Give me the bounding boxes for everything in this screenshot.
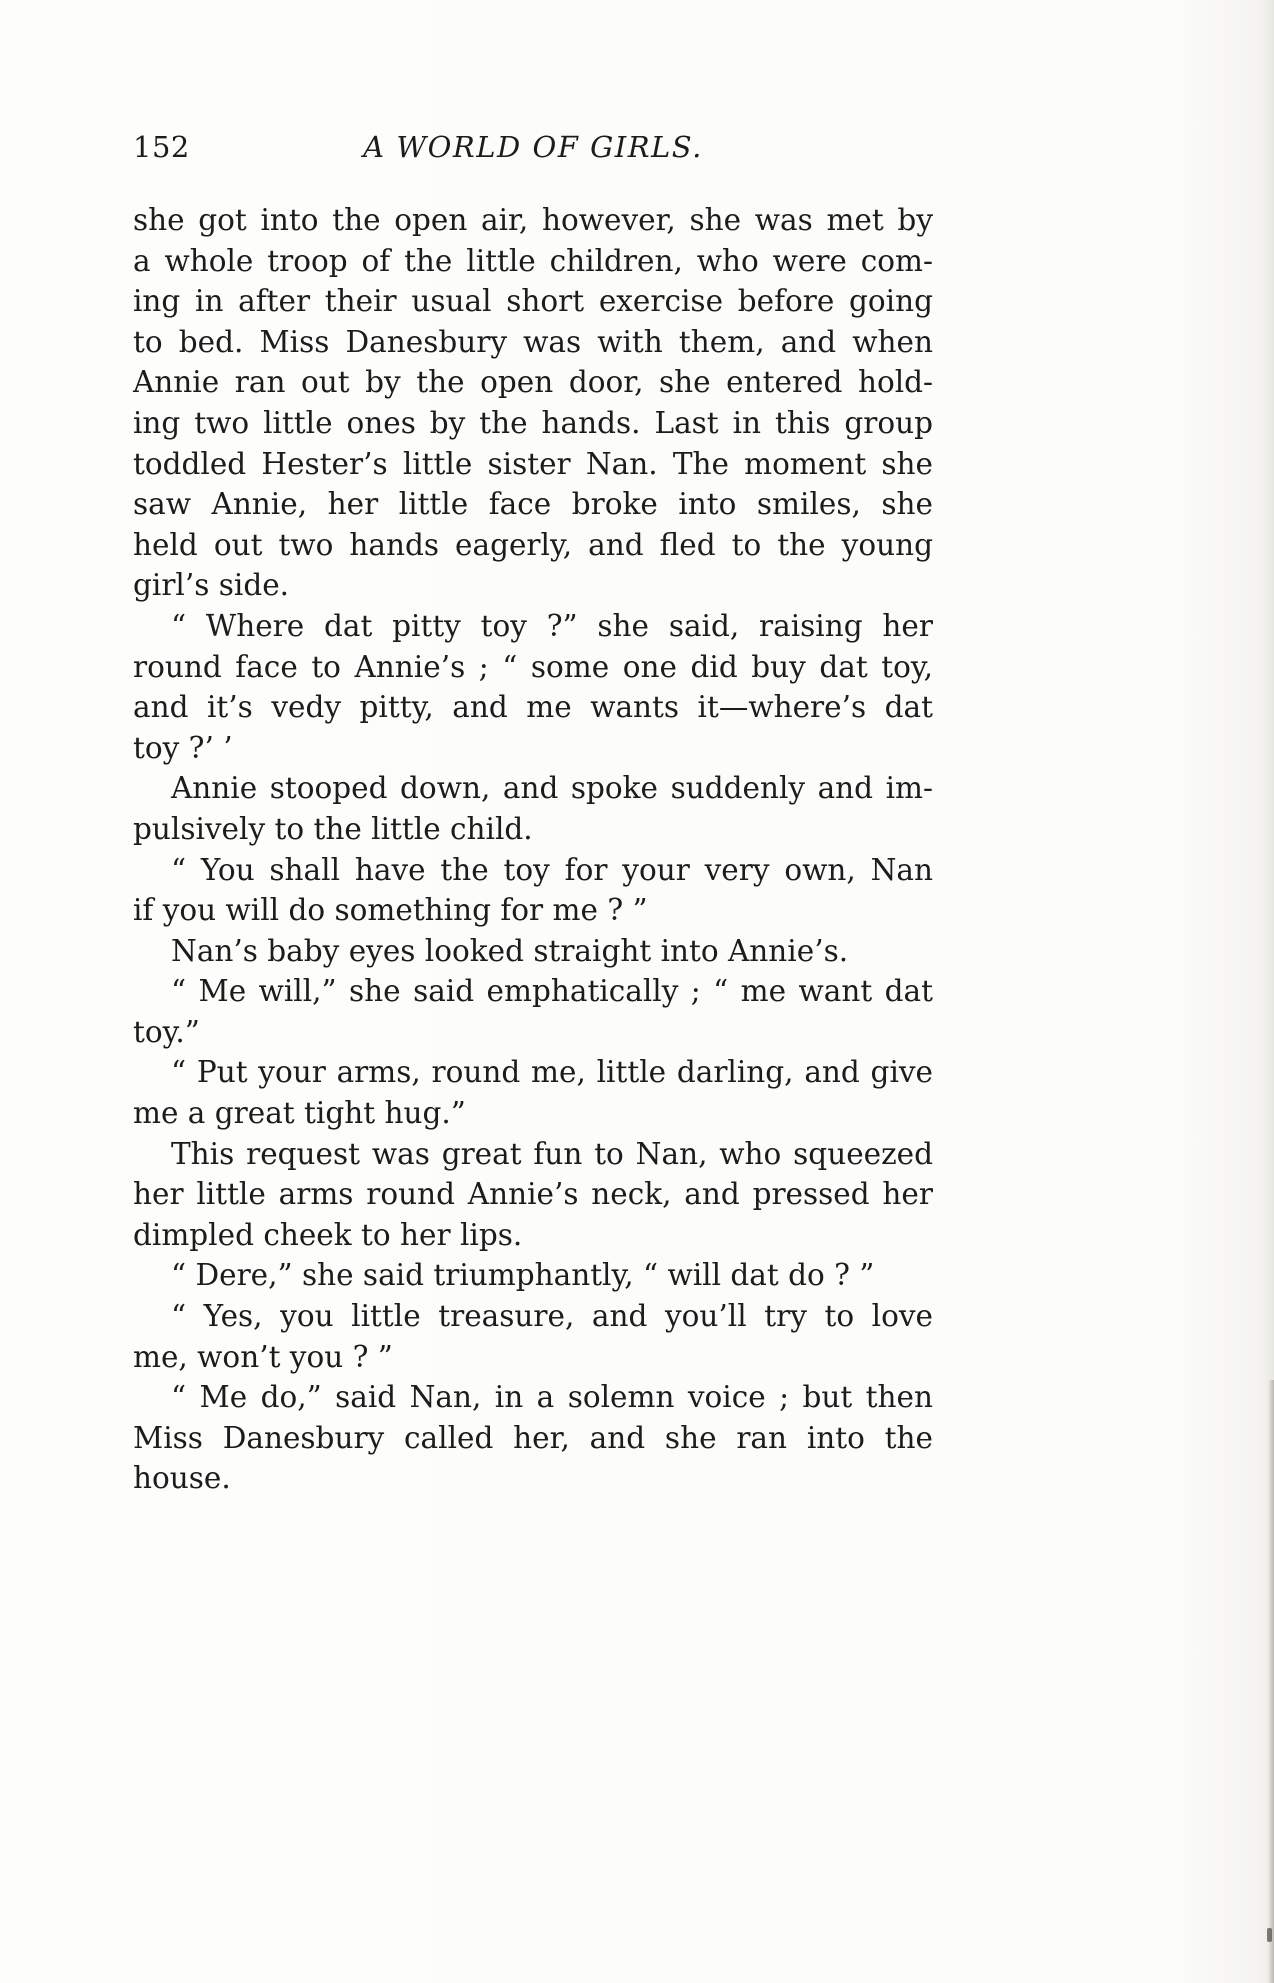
text-line: Nan’s baby eyes looked straight into Annie’s. (171, 933, 849, 968)
paragraph (133, 971, 933, 1052)
text-line: “ You shall have the toy for your very own, Nan (171, 852, 933, 887)
text-line: “ Me will,” she said emphatically ; “ me want dat (171, 974, 933, 1009)
paragraph (133, 1134, 933, 1256)
text-line: “ Yes, you little treasure, and you’ll try to love (171, 1299, 933, 1334)
text-line: a whole troop of the little children, who were com- (133, 243, 933, 278)
paragraph (133, 1296, 933, 1377)
paragraph (133, 1052, 933, 1133)
scan-artifact (1267, 1928, 1272, 1942)
page-number: 152 (133, 130, 190, 164)
text-line: held out two hands eagerly, and fled to the young (133, 527, 933, 562)
text-line: This request was great fun to Nan, who squeezed (171, 1136, 933, 1171)
text-line: toddled Hester’s little sister Nan. The moment she (133, 446, 933, 481)
page-edge-shadow (1268, 1380, 1274, 1983)
paragraph (133, 606, 933, 768)
paragraph (133, 768, 933, 849)
text-line: dimpled cheek to her lips. (133, 1217, 523, 1252)
text-line: pulsively to the little child. (133, 811, 533, 846)
text-line: me, won’t you ? ” (133, 1339, 393, 1374)
text-line: “ Put your arms, round me, little darling, and give (171, 1055, 933, 1090)
text-line: ing in after their usual short exercise before going (133, 284, 933, 319)
text-line: ing two little ones by the hands. Last in this group (133, 405, 933, 440)
text-line: saw Annie, her little face broke into smiles, she (133, 487, 933, 522)
text-line: to bed. Miss Danesbury was with them, and when (133, 324, 933, 359)
text-line: if you will do something for me ? ” (133, 893, 648, 928)
text-line: round face to Annie’s ; “ some one did buy dat toy, (133, 649, 933, 684)
text-line: me a great tight hug.” (133, 1096, 466, 1131)
text-line: “ Me do,” said Nan, in a solemn voice ; but then (171, 1380, 933, 1415)
paragraph (133, 1255, 933, 1296)
text-line: house. (133, 1461, 231, 1496)
text-line: toy.” (133, 1014, 200, 1049)
text-line: her little arms round Annie’s neck, and pressed her (133, 1177, 933, 1212)
page-header (133, 0, 933, 174)
text-line: “ Dere,” she said triumphantly, “ will dat do ? ” (171, 1258, 875, 1293)
text-line: Miss Danesbury called her, and she ran into the (133, 1420, 933, 1455)
paragraphs (133, 200, 933, 1499)
paragraph (133, 850, 933, 931)
text-line: “ Where dat pitty toy ?” she said, raising her (171, 608, 933, 643)
text-line: Annie ran out by the open door, she entered hold- (133, 365, 933, 400)
paragraph (133, 200, 933, 606)
text-line: girl’s side. (133, 568, 290, 603)
text-line: toy ?’ ’ (133, 730, 233, 765)
text-line: she got into the open air, however, she was met by (133, 203, 933, 237)
text-line: Annie stooped down, and spoke suddenly and im- (171, 771, 933, 806)
paragraph (133, 1377, 933, 1499)
paragraph (133, 931, 933, 972)
text-line: and it’s vedy pitty, and me wants it—where’s dat (133, 690, 933, 725)
running-title: A WORLD OF GIRLS. (363, 130, 703, 164)
